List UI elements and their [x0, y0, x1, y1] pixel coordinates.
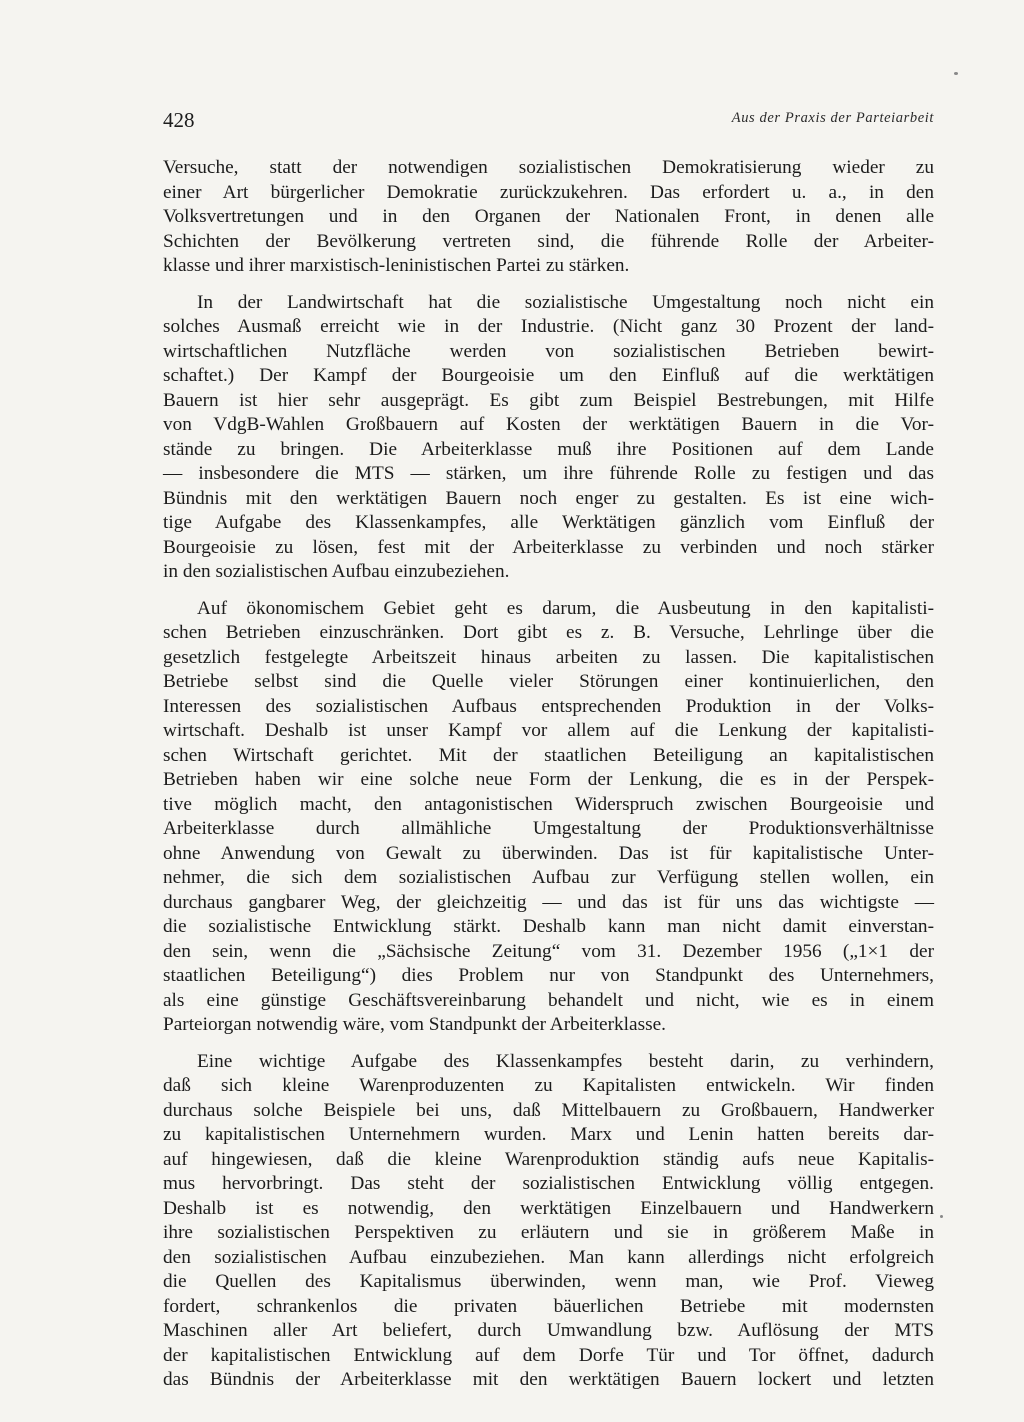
text-line: wirtschaft. Deshalb ist unser Kampf vor allem auf die Lenkung der kapitalisti-: [163, 720, 934, 741]
text-line: wirtschaftlichen Nutzfläche werden von sozialistischen Betrieben bewirt-: [163, 340, 934, 362]
text-line: klasse und ihrer marxistisch-leninistischen Partei zu stärken.: [163, 255, 630, 276]
paragraph: [163, 291, 934, 585]
text-line: Betrieben haben wir eine solche neue Form der Lenkung, die es in der Perspek-: [163, 769, 934, 790]
text-line: von VdgB-Wahlen Großbauern auf Kosten der werktätigen Bauern in die Vor-: [163, 414, 934, 435]
text-line: Parteiorgan notwendig wäre, vom Standpunkt der Arbeiterklasse.: [163, 1014, 666, 1035]
text-line: in den sozialistischen Aufbau einzubeziehen.: [163, 561, 510, 582]
print-speck: [940, 1215, 943, 1218]
text-line: das Bündnis der Arbeiterklasse mit den werktätigen Bauern lockert und letzten: [163, 1369, 934, 1390]
text-line: schaftet.) Der Kampf der Bourgeoisie um den Einfluß auf die werktätigen: [163, 365, 934, 386]
text-line: ihre sozialistischen Perspektiven zu erläutern und sie in größerem Maße in: [163, 1222, 934, 1243]
text-line: gesetzlich festgelegte Arbeitszeit hinaus arbeiten zu lassen. Die kapitalistischen: [163, 646, 934, 668]
text-line: tive möglich macht, den antagonistischen Widerspruch zwischen Bourgeoisie und: [163, 793, 934, 815]
text-line: In der Landwirtschaft hat die sozialistische Umgestaltung noch nicht ein: [197, 291, 934, 313]
text-line: den sein, wenn die „Sächsische Zeitung“ vom 31. Dezember 1956 („1×1 der: [163, 940, 934, 962]
text-line: Deshalb ist es notwendig, den werktätigen Einzelbauern und Handwerkern: [163, 1197, 934, 1219]
text-line: zu kapitalistischen Unternehmern wurden. Marx und Lenin hatten bereits dar-: [163, 1124, 934, 1145]
text-line: Volksvertretungen und in den Organen der Nationalen Front, in denen alle: [163, 206, 934, 227]
text-line: ohne Anwendung von Gewalt zu überwinden. Das ist für kapitalistische Unter-: [163, 842, 934, 864]
text-line: Betriebe selbst sind die Quelle vieler Störungen einer kontinuierlichen, den: [163, 671, 934, 692]
text-line: den sozialistischen Aufbau einzubeziehen. Man kann allerdings nicht erfolgreich: [163, 1246, 934, 1268]
page-number: 428: [163, 108, 195, 132]
text-line: als eine günstige Geschäftsvereinbarung behandelt und nicht, wie es in einem: [163, 989, 934, 1011]
paragraph: [163, 1050, 934, 1393]
text-line: Arbeiterklasse durch allmähliche Umgestaltung der Produktionsverhältnisse: [163, 818, 934, 839]
text-line: — insbesondere die MTS — stärken, um ihre führende Rolle zu festigen und das: [163, 463, 934, 484]
running-head: Aus der Praxis der Parteiarbeit: [731, 110, 934, 126]
text-line: staatlichen Beteiligung“) dies Problem nur von Standpunkt des Unternehmers,: [163, 965, 934, 986]
print-speck: [954, 72, 958, 75]
text-line: Bourgeoisie zu lösen, fest mit der Arbeiterklasse zu verbinden und noch stärker: [163, 536, 934, 558]
text-line: durchaus solche Beispiele bei uns, daß Mittelbauern zu Großbauern, Handwerker: [163, 1099, 934, 1121]
text-line: Maschinen aller Art beliefert, durch Umwandlung bzw. Auflösung der MTS: [163, 1320, 934, 1341]
text-line: Schichten der Bevölkerung vertreten sind, die führende Rolle der Arbeiter-: [163, 230, 934, 252]
text-line: Auf ökonomischem Gebiet geht es darum, die Ausbeutung in den kapitalisti-: [197, 597, 934, 619]
text-line: einer Art bürgerlicher Demokratie zurückzukehren. Das erfordert u. a., in den: [163, 181, 934, 203]
text-line: der kapitalistischen Entwicklung auf dem Dorfe Tür und Tor öffnet, dadurch: [163, 1344, 934, 1366]
text-line: Interessen des sozialistischen Aufbaus entsprechenden Produktion in der Volks-: [163, 695, 934, 717]
text-line: nehmer, die sich dem sozialistischen Aufbau zur Verfügung stellen wollen, ein: [163, 867, 934, 888]
text-line: schen Wirtschaft gerichtet. Mit der staatlichen Beteiligung an kapitalistischen: [163, 744, 934, 766]
text-line: die sozialistische Entwicklung stärkt. Deshalb kann man nicht damit einverstan-: [163, 916, 934, 937]
text-line: Bündnis mit den werktätigen Bauern noch enger zu gestalten. Es ist eine wich-: [163, 487, 934, 509]
paragraph: [163, 156, 934, 279]
text-line: Bauern ist hier sehr ausgeprägt. Es gibt zum Beispiel Bestrebungen, mit Hilfe: [163, 389, 934, 411]
text-line: stände zu bringen. Die Arbeiterklasse muß ihre Positionen auf dem Lande: [163, 438, 934, 460]
paragraph: [163, 597, 934, 1038]
page-header: [163, 108, 934, 136]
text-line: die Quellen des Kapitalismus überwinden, wenn man, wie Prof. Vieweg: [163, 1271, 934, 1292]
text-line: auf hingewiesen, daß die kleine Warenproduktion ständig aufs neue Kapitalis-: [163, 1148, 934, 1170]
text-line: tige Aufgabe des Klassenkampfes, alle Werktätigen gänzlich vom Einfluß der: [163, 512, 934, 533]
text-line: durchaus gangbarer Weg, der gleichzeitig — und das ist für uns das wichtigste —: [163, 891, 934, 913]
text-line: daß sich kleine Warenproduzenten zu Kapitalisten entwickeln. Wir finden: [163, 1075, 934, 1096]
text-line: Versuche, statt der notwendigen sozialistischen Demokratisierung wieder zu: [163, 157, 934, 178]
text-line: Eine wichtige Aufgabe des Klassenkampfes besteht darin, zu verhindern,: [197, 1050, 934, 1072]
text-line: mus hervorbringt. Das steht der sozialistischen Entwicklung völlig entgegen.: [163, 1173, 934, 1194]
body-text: [163, 156, 934, 1393]
text-line: schen Betrieben einzuschränken. Dort gibt es z. B. Versuche, Lehrlinge über die: [163, 622, 934, 643]
text-line: fordert, schrankenlos die privaten bäuerlichen Betriebe mit modernsten: [163, 1295, 934, 1317]
text-line: solches Ausmaß erreicht wie in der Industrie. (Nicht ganz 30 Prozent der land-: [163, 316, 934, 337]
